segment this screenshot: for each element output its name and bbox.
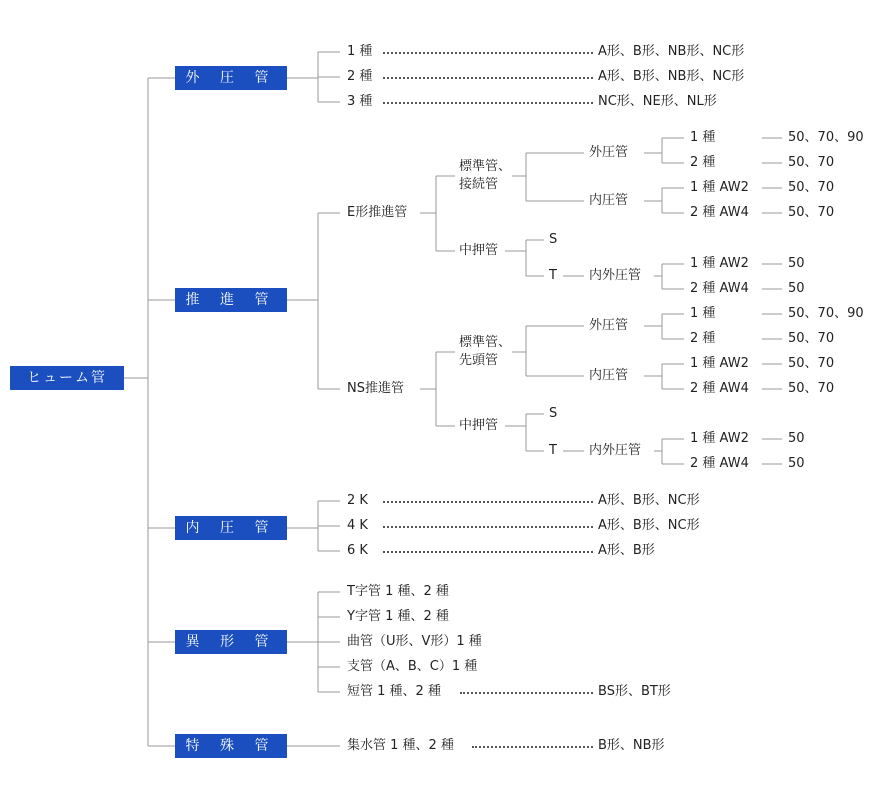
ns-internal-pressure: 内圧管 xyxy=(589,368,629,383)
e-s-label: S xyxy=(549,232,558,247)
gaiatsu-item-types: A形、B形、NB形、NC形 xyxy=(598,69,745,84)
leader-dots xyxy=(383,551,593,553)
tokushu-types: B形、NB形 xyxy=(598,738,665,753)
ns-values: 50、70、90 xyxy=(788,306,864,321)
gaiatsu-item-types: A形、B形、NB形、NC形 xyxy=(598,44,745,59)
e-grade: 2 種 AW4 xyxy=(690,281,749,296)
category-tokushu: 特 殊 管 xyxy=(175,734,287,758)
e-values: 50、70 xyxy=(788,205,835,220)
e-values: 50、70、90 xyxy=(788,130,864,145)
naiatsu-item-name: 2 K xyxy=(347,493,368,508)
e-standard-pipe: 標準管、 接続管 xyxy=(459,159,512,192)
ns-type-pipe: NS推進管 xyxy=(347,381,404,396)
leader-dots xyxy=(383,102,593,104)
leader-dots xyxy=(383,526,593,528)
e-middle-push-pipe: 中押管 xyxy=(459,243,499,258)
tokushu-item: 集水管 1 種、2 種 xyxy=(347,738,454,753)
ns-values: 50、70 xyxy=(788,356,835,371)
naiatsu-item-types: A形、B形、NC形 xyxy=(598,493,700,508)
ikei-item: 短管 1 種、2 種 xyxy=(347,684,441,699)
ns-grade: 1 種 AW2 xyxy=(690,431,749,446)
category-ikei: 異 形 管 xyxy=(175,630,287,654)
gaiatsu-item-name: 3 種 xyxy=(347,94,373,109)
naiatsu-item-name: 6 K xyxy=(347,543,368,558)
e-values: 50、70 xyxy=(788,155,835,170)
naiatsu-item-types: A形、B形 xyxy=(598,543,655,558)
ikei-item: 支管（A、B、C）1 種 xyxy=(347,659,478,674)
e-external-pressure: 外圧管 xyxy=(589,145,629,160)
ns-values: 50 xyxy=(788,456,805,471)
ns-grade: 2 種 AW4 xyxy=(690,456,749,471)
ns-s-label: S xyxy=(549,406,558,421)
e-grade: 2 種 xyxy=(690,155,716,170)
e-values: 50、70 xyxy=(788,180,835,195)
ns-t-label: T xyxy=(549,443,557,458)
category-suishin: 推 進 管 xyxy=(175,288,287,312)
ns-standard-pipe: 標準管、 先頭管 xyxy=(459,335,512,368)
e-grade: 2 種 AW4 xyxy=(690,205,749,220)
naiatsu-item-name: 4 K xyxy=(347,518,368,533)
ikei-short-types: BS形、BT形 xyxy=(598,684,671,699)
e-t-label: T xyxy=(549,268,557,283)
leader-dots xyxy=(383,52,593,54)
e-values: 50 xyxy=(788,281,805,296)
gaiatsu-item-types: NC形、NE形、NL形 xyxy=(598,94,717,109)
ikei-item: Y字管 1 種、2 種 xyxy=(347,609,449,624)
e-internal-pressure: 内圧管 xyxy=(589,193,629,208)
category-naiatsu: 内 圧 管 xyxy=(175,516,287,540)
e-int-ext-pressure: 内外圧管 xyxy=(589,268,642,283)
ns-values: 50、70 xyxy=(788,381,835,396)
ns-external-pressure: 外圧管 xyxy=(589,318,629,333)
leader-dots xyxy=(472,746,593,748)
e-grade: 1 種 AW2 xyxy=(690,180,749,195)
gaiatsu-item-name: 2 種 xyxy=(347,69,373,84)
naiatsu-item-types: A形、B形、NC形 xyxy=(598,518,700,533)
gaiatsu-item-name: 1 種 xyxy=(347,44,373,59)
e-grade: 1 種 xyxy=(690,130,716,145)
ns-values: 50 xyxy=(788,431,805,446)
ns-values: 50、70 xyxy=(788,331,835,346)
leader-dots xyxy=(383,501,593,503)
ikei-item: T字管 1 種、2 種 xyxy=(347,584,449,599)
leader-dots xyxy=(383,77,593,79)
leader-dots xyxy=(460,692,593,694)
e-values: 50 xyxy=(788,256,805,271)
ns-int-ext-pressure: 内外圧管 xyxy=(589,443,642,458)
e-type-pipe: E形推進管 xyxy=(347,205,408,220)
ns-grade: 1 種 AW2 xyxy=(690,356,749,371)
ns-middle-push-pipe: 中押管 xyxy=(459,418,499,433)
category-gaiatsu: 外 圧 管 xyxy=(175,66,287,90)
ikei-item: 曲管（U形、V形）1 種 xyxy=(347,634,482,649)
root-node: ヒューム管 xyxy=(10,366,124,390)
ns-grade: 2 種 AW4 xyxy=(690,381,749,396)
ns-grade: 2 種 xyxy=(690,331,716,346)
ns-grade: 1 種 xyxy=(690,306,716,321)
e-grade: 1 種 AW2 xyxy=(690,256,749,271)
